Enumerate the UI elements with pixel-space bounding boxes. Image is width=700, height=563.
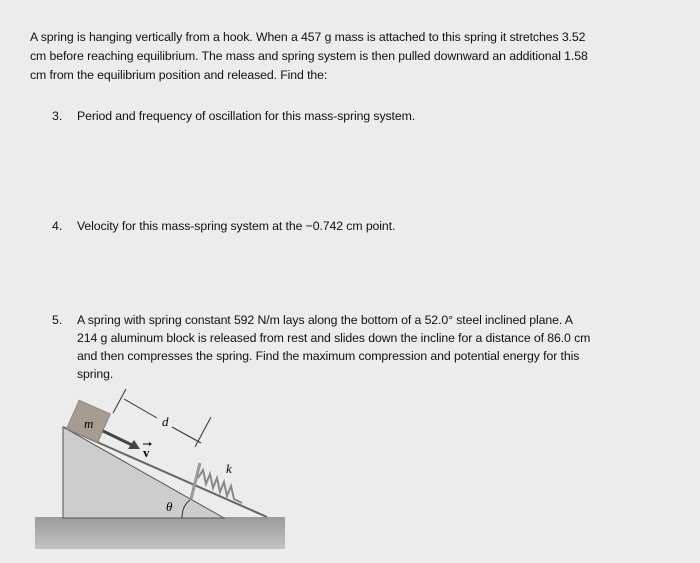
d-tick-end xyxy=(195,417,211,447)
distance-label: d xyxy=(162,414,169,429)
question-text: Velocity for this mass-spring system at the −0.742 cm point. xyxy=(77,219,396,233)
ground xyxy=(35,517,285,549)
distance-arrow xyxy=(124,399,157,418)
spring-plate xyxy=(191,463,200,499)
velocity-label: v xyxy=(143,445,150,460)
question-text: and then compresses the spring. Find the maximum compression and potential energy for this xyxy=(77,349,580,363)
question-text: A spring with spring constant 592 N/m lays along the bottom of a 52.0° steel inclined plane. A xyxy=(77,313,573,327)
question-text: 214 g aluminum block is released from rest and slides down the incline for a distance of 86.0 cm xyxy=(77,331,591,345)
intro-line: A spring is hanging vertically from a hook. When a 457 g mass is attached to this spring it stretches 3.52 xyxy=(30,30,586,44)
question-number: 3. xyxy=(52,109,63,123)
intro-line: cm before reaching equilibrium. The mass and spring system is then pulled downward an additional 1.58 xyxy=(30,49,588,63)
spring-constant-label: k xyxy=(226,461,232,476)
angle-label: θ xyxy=(166,499,173,514)
distance-arrow xyxy=(172,427,201,443)
spring xyxy=(198,470,242,503)
velocity-arrow xyxy=(103,431,132,445)
intro-line: cm from the equilibrium position and released. Find the: xyxy=(30,68,328,82)
incline-plane xyxy=(63,427,224,518)
question-text: Period and frequency of oscillation for this mass-spring system. xyxy=(77,109,416,123)
question-number: 5. xyxy=(52,313,63,327)
question-text: spring. xyxy=(77,367,114,381)
mass-label: m xyxy=(84,416,94,431)
d-tick-start xyxy=(113,389,126,413)
question-number: 4. xyxy=(52,219,63,233)
